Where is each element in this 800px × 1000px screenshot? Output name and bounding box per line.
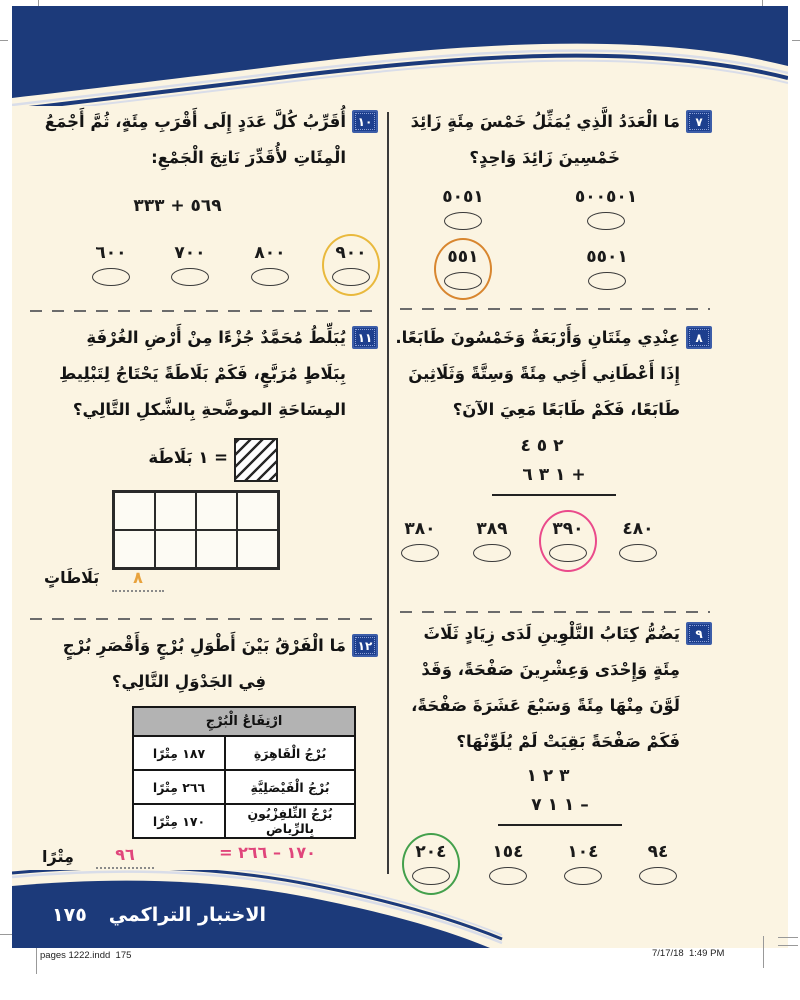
question-line: يَضُمُّ كِتَابُ التَّلْوِينِ لَدَى زِيَادٍ ثَلَاثَ bbox=[423, 624, 680, 643]
teacher-answer-circle bbox=[434, 238, 492, 300]
answer-blank[interactable]: ٨ bbox=[112, 566, 164, 592]
answer-option[interactable]: ١٠٤ bbox=[551, 841, 615, 885]
question-line: فَكَمْ صَفْحَةً بَقِيَتْ لَمْ يُلَوِّنْهَا؟ bbox=[456, 732, 680, 751]
question-11-text bbox=[28, 320, 346, 428]
column-addition bbox=[492, 432, 616, 496]
addition-bottom-number: ١ ٣ ٦ + bbox=[492, 460, 616, 496]
question-line: خَمْسِينَ زَائِدَ وَاحِدٍ؟ bbox=[469, 148, 620, 167]
footer-page-number: ١٧٥ bbox=[52, 904, 87, 926]
question-number-badge-q9: ٩ bbox=[686, 622, 712, 645]
crop-mark bbox=[778, 945, 798, 946]
table-row bbox=[133, 770, 355, 804]
tower-heights-table bbox=[132, 706, 356, 839]
estimation-expression: ٥٦٩ + ٣٣٣ bbox=[133, 196, 222, 216]
question-7-text bbox=[398, 104, 680, 176]
tile-grid bbox=[112, 490, 280, 570]
teacher-work-equation: = ١٧٠ – ٢٦٦ bbox=[219, 843, 316, 862]
answer-bubble[interactable] bbox=[564, 867, 602, 885]
answer-bubble[interactable] bbox=[619, 544, 657, 562]
print-file-info: pages 1222.indd 175 bbox=[40, 950, 132, 961]
answer-option[interactable]: ٢٠٤ bbox=[399, 841, 463, 885]
question-line: بِبَلَاطٍ مُرَبَّعٍ، فَكَمْ بَلَاطَةً يَحْتَاجُ لِتَبْلِيطِ bbox=[59, 364, 346, 383]
answer-option[interactable]: ١٥٤ bbox=[476, 841, 540, 885]
answer-bubble[interactable] bbox=[639, 867, 677, 885]
subtraction-bottom-number: ١ ١ ٧ – bbox=[498, 790, 622, 826]
question-number-badge-q12: ١٢ bbox=[352, 634, 378, 657]
question-12-text bbox=[28, 628, 346, 700]
footer bbox=[52, 898, 266, 932]
question-line: مَا الْعَدَدُ الَّذِي يُمَثِّلُ خَمْسَ مِئَةٍ زَائِدَ bbox=[410, 112, 680, 131]
tower-height: ١٧٠ مِتْرًا bbox=[133, 804, 225, 838]
answer-option[interactable]: ٣٨٩ bbox=[460, 518, 524, 562]
question-10-text bbox=[28, 104, 346, 176]
answer-bubble[interactable] bbox=[401, 544, 439, 562]
answer-bubble[interactable] bbox=[444, 212, 482, 230]
question-number-badge-q8: ٨ bbox=[686, 326, 712, 349]
column-subtraction bbox=[498, 762, 622, 826]
question-8-text bbox=[395, 320, 680, 428]
table-header: ارْتِفَاعُ الْبُرْجِ bbox=[133, 707, 355, 736]
answer-option[interactable]: ٣٩٠ bbox=[536, 518, 600, 562]
teacher-answer-circle bbox=[539, 510, 597, 572]
answer-option[interactable]: ٦٠٠ bbox=[79, 242, 143, 286]
answer-bubble[interactable] bbox=[588, 272, 626, 290]
grid-cell bbox=[196, 492, 237, 530]
tower-height: ١٨٧ مِتْرًا bbox=[133, 736, 225, 770]
question-line: عِنْدِي مِئَتَانِ وَأَرْبَعَةٌ وَخَمْسُونَ طَابَعًا. bbox=[395, 328, 680, 347]
column-divider bbox=[387, 112, 389, 874]
answer-option[interactable]: ٣٨٠ bbox=[388, 518, 452, 562]
crop-mark bbox=[0, 40, 8, 41]
print-timestamp: 7/17/18 1:49 PM bbox=[652, 948, 725, 959]
addition-top-number: ٢ ٥ ٤ bbox=[520, 436, 564, 456]
question-separator bbox=[30, 310, 378, 312]
question-9-text bbox=[398, 616, 680, 760]
answer-option[interactable]: ٥٥٠١ bbox=[572, 246, 642, 290]
subtraction-top-number: ٣ ٢ ١ bbox=[526, 766, 570, 786]
question-line: مِئَةٍ وَإِحْدَى وَعِشْرِينَ صَفْحَةً، وَقَدْ bbox=[421, 660, 680, 679]
answer-option[interactable]: ٨٠٠ bbox=[238, 242, 302, 286]
answer-blank[interactable]: ٩٦ bbox=[96, 843, 154, 869]
answer-unit-label: بَلَاطَاتٍ bbox=[44, 568, 100, 587]
grid-cell bbox=[155, 492, 196, 530]
question-line: يُبَلِّطُ مُحَمَّدٌ جُزْءًا مِنْ أَرْضِ الغُرْفَةِ bbox=[86, 328, 346, 347]
question-separator bbox=[400, 611, 710, 613]
question-line: مَا الْفَرْقُ بَيْنَ أَطْوَلِ بُرْجٍ وَأَقْصَرِ بُرْجٍ bbox=[62, 636, 346, 655]
table-row bbox=[133, 804, 355, 838]
grid-cell bbox=[114, 492, 155, 530]
footer-section-title: الاختبار التراكمي bbox=[108, 904, 266, 926]
tower-name: بُرْجُ الْقَاهِرَةِ bbox=[225, 736, 355, 770]
question-line: المِسَاحَةِ الموضَّحةِ بِالشَّكلِ التَّالِي؟ bbox=[72, 400, 346, 419]
question-line: لَوَّنَ مِنْهَا مِئَةً وَسَبْعَ عَشَرَةَ صَفْحَةً، bbox=[411, 696, 680, 715]
tile-legend-label: = ١ بَلَاطَة bbox=[148, 448, 228, 467]
header-band bbox=[12, 6, 788, 106]
answer-bubble[interactable] bbox=[587, 212, 625, 230]
answer-bubble[interactable] bbox=[251, 268, 289, 286]
question-line: إِذَا أَعْطَانِي أَخِي مِئَةً وَسِتَّةً وَثَلَاثِينَ bbox=[408, 364, 680, 383]
question-line: الْمِئَاتِ لأُقَدِّرَ نَاتِجَ الْجَمْعِ: bbox=[151, 148, 346, 167]
question-number-badge-q11: ١١ bbox=[352, 326, 378, 349]
answer-option[interactable]: ٧٠٠ bbox=[158, 242, 222, 286]
question-separator bbox=[30, 618, 378, 620]
answer-option[interactable]: ٥٥١ bbox=[428, 246, 498, 290]
grid-cell bbox=[196, 530, 237, 568]
grid-cell bbox=[237, 530, 278, 568]
answer-option[interactable]: ٥٠٥١ bbox=[428, 186, 498, 230]
crop-mark bbox=[778, 937, 798, 938]
answer-option[interactable]: ٤٨٠ bbox=[606, 518, 670, 562]
table-row bbox=[133, 736, 355, 770]
header-band-fill bbox=[12, 6, 788, 98]
answer-bubble[interactable] bbox=[92, 268, 130, 286]
question-number-badge-q10: ١٠ bbox=[352, 110, 378, 133]
question-line: طَابَعًا، فَكَمْ طَابَعًا مَعِيَ الآنَ؟ bbox=[452, 400, 680, 419]
hatched-tile-icon bbox=[234, 438, 278, 482]
answer-option[interactable]: ٩٤ bbox=[626, 841, 690, 885]
tower-height: ٢٦٦ مِتْرًا bbox=[133, 770, 225, 804]
tower-name: بُرْجُ الْفَيْصَلِيَّةِ bbox=[225, 770, 355, 804]
answer-option[interactable]: ٥٠٠٥٠١ bbox=[568, 186, 644, 230]
crop-mark bbox=[792, 40, 800, 41]
grid-cell bbox=[237, 492, 278, 530]
question-line: فِي الجَدْوَلِ التَّالِي؟ bbox=[111, 672, 266, 691]
question-line: أُقَرِّبُ كُلَّ عَدَدٍ إِلَى أَقْرَبِ مِئَةٍ، ثُمَّ أَجْمَعُ bbox=[44, 112, 346, 131]
grid-cell bbox=[155, 530, 196, 568]
answer-bubble[interactable] bbox=[473, 544, 511, 562]
teacher-answer-circle bbox=[322, 234, 380, 296]
question-number-badge-q7: ٧ bbox=[686, 110, 712, 133]
answer-unit-label: مِتْرًا bbox=[42, 847, 74, 866]
answer-option[interactable]: ٩٠٠ bbox=[319, 242, 383, 286]
answer-bubble[interactable] bbox=[171, 268, 209, 286]
grid-cell bbox=[114, 530, 155, 568]
question-separator bbox=[400, 308, 710, 310]
crop-mark bbox=[763, 936, 764, 968]
tower-name: بُرْجُ التِّلفِزْيُونِ بِالرِّياضِ bbox=[225, 804, 355, 838]
